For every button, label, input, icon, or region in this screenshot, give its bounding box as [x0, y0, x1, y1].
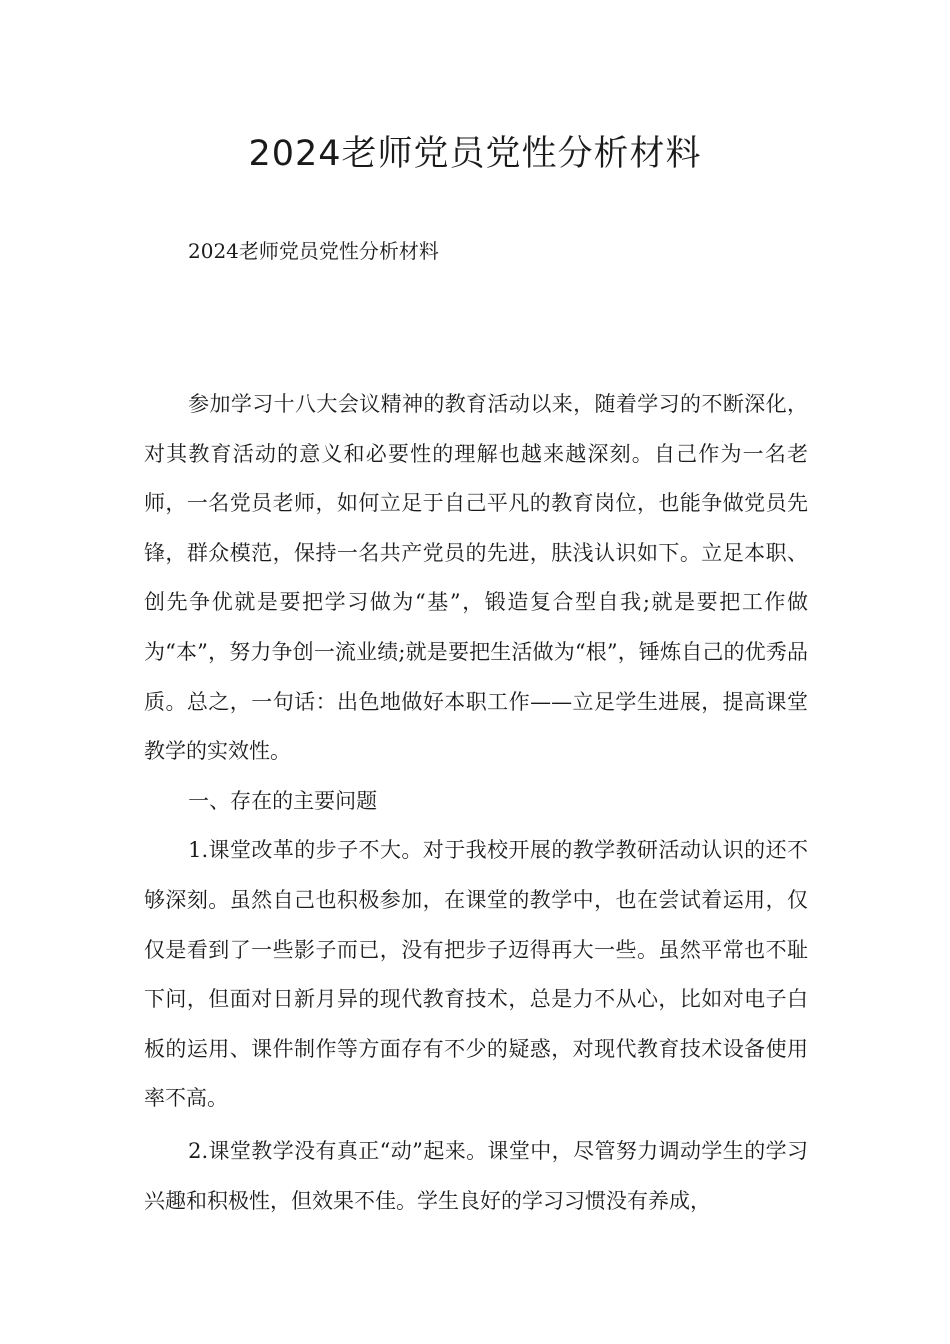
document-subtitle: 2024老师党员党性分析材料 [188, 239, 439, 263]
document-body [144, 380, 808, 1226]
section-heading-main-problems: 一、存在的主要问题 [188, 788, 378, 813]
document-title: 2024老师党员党性分析材料 [248, 134, 702, 174]
paragraph-problem-2: 2.课堂教学没有真正“动”起来。课堂中，尽管努力调动学生的学习兴趣和积极性，但效果不佳。学生良好的学习习惯没有养成， [144, 1138, 808, 1213]
paragraph-problem-1: 1.课堂改革的步子不大。对于我校开展的教学教研活动认识的还不够深刻。虽然自己也积极参加，在课堂的教学中，也在尝试着运用，仅仅是看到了一些影子而已，没有把步子迈得再大一些。虽然平常也不耻下问，但面对日新月异的现代教育技术，总是力不从心，比如对电子白板的运用、课件制作等方面存有不少的疑惑，对现代教育技术设备使用率不高。 [144, 838, 808, 1111]
paragraph-intro: 参加学习十八大会议精神的教育活动以来，随着学习的不断深化，对其教育活动的意义和必要性的理解也越来越深刻。自己作为一名老师，一名党员老师，如何立足于自己平凡的教育岗位，也能争做党员先锋，群众模范，保持一名共产党员的先进，肤浅认识如下。立足本职、创先争优就是要把学习做为“基”，锻造复合型自我;就是要把工作做为“本”，努力争创一流业绩;就是要把生活做为“根”，锤炼自己的优秀品质。总之，一句话：出色地做好本职工作——立足学生进展，提高课堂教学的实效性。 [144, 392, 808, 764]
